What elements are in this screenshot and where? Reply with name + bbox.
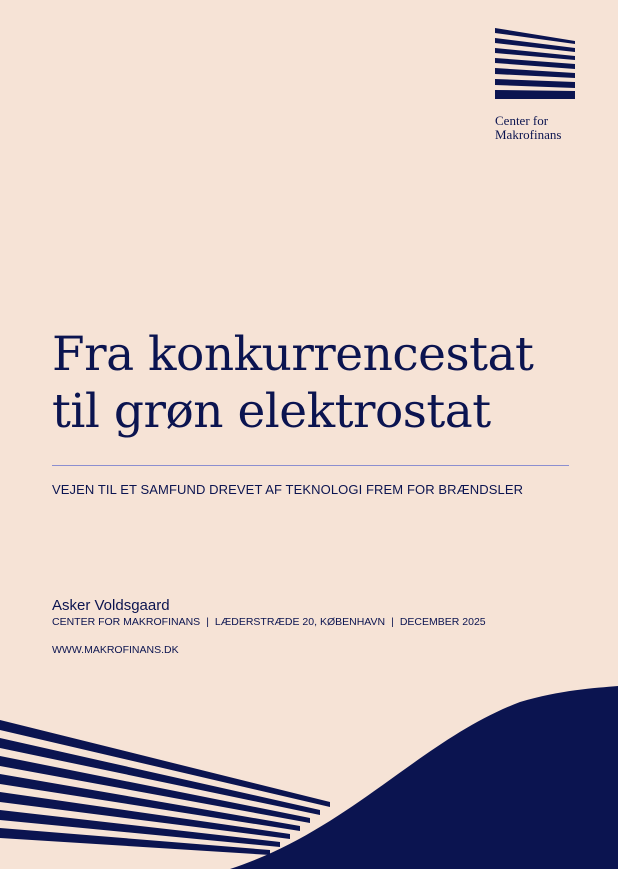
logo [495, 28, 575, 142]
title-divider [52, 465, 569, 466]
publication-meta [52, 616, 486, 628]
report-title [52, 326, 592, 440]
striped-building-icon [495, 28, 575, 100]
logo-text [495, 114, 575, 142]
logo-line-2: Makrofinans [495, 127, 562, 142]
meta-address: LÆDERSTRÆDE 20, KØBENHAVN [214, 616, 386, 628]
meta-separator: | [206, 616, 209, 628]
report-subtitle: VEJEN TIL ET SAMFUND DREVET AF TEKNOLOGI FREM FOR BRÆNDSLER [52, 482, 524, 497]
author-name: Asker Voldsgaard [52, 597, 170, 614]
logo-line-1: Center for [495, 113, 549, 128]
meta-org: CENTER FOR MAKROFINANS [52, 616, 201, 628]
meta-separator: | [391, 616, 394, 628]
title-line-2: til grøn elektrostat [52, 384, 491, 439]
wave-shape [230, 686, 618, 869]
title-line-1: Fra konkurrencestat [52, 327, 534, 382]
wave-stripes [0, 720, 330, 855]
decorative-wave [0, 680, 618, 869]
meta-date: DECEMBER 2025 [399, 616, 486, 628]
website-link[interactable]: WWW.MAKROFINANS.DK [52, 644, 179, 656]
